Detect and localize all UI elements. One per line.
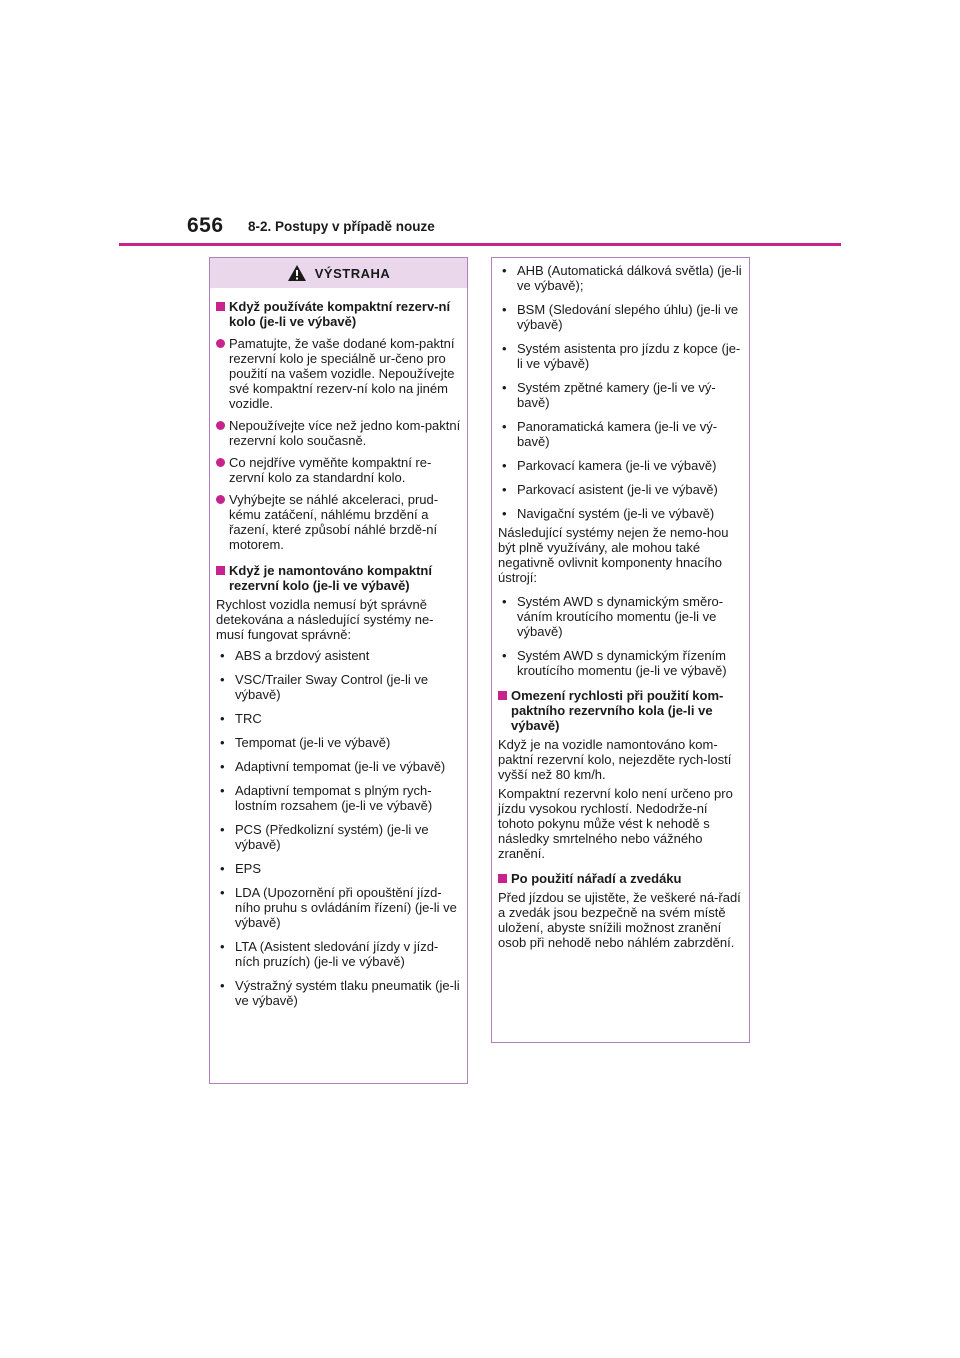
list-item: • Systém AWD s dynamickým směro-váním kroutícího momentu (je-li ve výbavě) xyxy=(502,594,724,639)
heading-speed-limit xyxy=(498,688,743,733)
paragraph: Následující systémy nejen že nemo-hou být plně využívány, ale mohou také negativně ovlivnit komponenty hnacího ústrojí: xyxy=(498,525,729,585)
circle-bullet-icon xyxy=(216,421,225,430)
list-item: • Výstražný systém tlaku pneumatik (je-li ve výbavě) xyxy=(220,978,460,1008)
list-item: • VSC/Trailer Sway Control (je-li ve výbavě) xyxy=(220,672,429,702)
warning-box xyxy=(209,257,468,1084)
list-item: • EPS xyxy=(220,861,262,876)
paragraph: Kompaktní rezervní kolo není určeno pro jízdu vysokou rychlostí. Nedodrže-ní tohoto pokynu může vést k nehodě s následky smrtelného nebo vážného zranění. xyxy=(498,786,733,861)
list-item: • LTA (Asistent sledování jízdy v jízd-ních pruzích) (je-li ve výbavě) xyxy=(220,939,439,969)
section-title: 8-2. Postupy v případě nouze xyxy=(248,219,435,234)
square-bullet-icon xyxy=(216,302,225,311)
warning-header xyxy=(210,258,467,288)
list-item: • Parkovací kamera (je-li ve výbavě) xyxy=(502,458,717,473)
list-item: • Adaptivní tempomat s plným rych-lostním rozsahem (je-li ve výbavě) xyxy=(220,783,433,813)
square-bullet-icon xyxy=(498,874,507,883)
list-item: • TRC xyxy=(220,711,262,726)
paragraph: Rychlost vozidla nemusí být správně detekována a následující systémy ne-musí fungovat správně: xyxy=(216,597,434,642)
list-item: • ABS a brzdový asistent xyxy=(220,648,370,663)
warning-title: VÝSTRAHA xyxy=(314,265,391,281)
circle-item xyxy=(216,492,461,552)
list-item: • Panoramatická kamera (je-li ve vý-bavě) xyxy=(502,419,718,449)
circle-item-text: Nepoužívejte více než jedno kom-paktní rezervní kolo současně. xyxy=(229,418,461,448)
list-item: • Parkovací asistent (je-li ve výbavě) xyxy=(502,482,718,497)
circle-bullet-icon xyxy=(216,495,225,504)
heading-text: Když je namontováno kompaktní rezervní kolo (je-li ve výbavě) xyxy=(229,563,432,593)
heading-text: Omezení rychlosti při použití kom-paktního rezervního kola (je-li ve výbavě) xyxy=(511,688,724,733)
heading-text: Když používáte kompaktní rezerv-ní kolo (je-li ve výbavě) xyxy=(229,299,451,329)
list-item: • AHB (Automatická dálková světla) (je-li ve výbavě); xyxy=(502,263,742,293)
warning-heading-compact-wheel-use xyxy=(216,299,461,329)
list-item: • Navigační systém (je-li ve výbavě) xyxy=(502,506,715,521)
square-bullet-icon xyxy=(216,566,225,575)
warning-heading-compact-wheel-mounted xyxy=(216,563,461,593)
circle-item-text: Vyhýbejte se náhlé akceleraci, prud-kému zatáčení, náhlému brzdění a řazení, které způsobí náhlé brzdě-ní motorem. xyxy=(229,492,439,552)
circle-bullet-icon xyxy=(216,339,225,348)
warning-continuation-box xyxy=(491,257,750,1043)
heading-after-tools xyxy=(498,871,743,886)
circle-item xyxy=(216,418,461,448)
page-number: 656 xyxy=(187,214,224,237)
paragraph: Když je na vozidle namontováno kom-paktní rezervní kolo, nejezděte rych-lostí vyšší než 80 km/h. xyxy=(498,737,732,782)
circle-item-text: Pamatujte, že vaše dodané kom-paktní rezervní kolo je speciálně ur-čeno pro použití na vašem vozidle. Nepoužívejte své kompaktní rezerv-ní kolo na jiném vozidle. xyxy=(229,336,455,411)
list-item: • LDA (Upozornění při opouštění jízd-ního pruhu s ovládáním řízení) (je-li ve výbavě) xyxy=(220,885,457,930)
list-item: • Systém asistenta pro jízdu z kopce (je-li ve výbavě) xyxy=(502,341,741,371)
list-item: • PCS (Předkolizní systém) (je-li ve výbavě) xyxy=(220,822,429,852)
square-bullet-icon xyxy=(498,691,507,700)
warning-triangle-icon xyxy=(287,264,307,282)
list-item: • Systém AWD s dynamickým řízením kroutícího momentu (je-li ve výbavě) xyxy=(502,648,727,678)
heading-text: Po použití nářadí a zvedáku xyxy=(511,871,682,886)
circle-bullet-icon xyxy=(216,458,225,467)
list-item: • Adaptivní tempomat (je-li ve výbavě) xyxy=(220,759,446,774)
list-item: • BSM (Sledování slepého úhlu) (je-li ve výbavě) xyxy=(502,302,739,332)
circle-item xyxy=(216,336,461,411)
paragraph: Před jízdou se ujistěte, že veškeré ná-řadí a zvedák jsou bezpečně na svém místě uložení, abyste snížili možnost zranění osob při nehodě nebo náhlém zabrzdění. xyxy=(498,890,741,950)
circle-item-text: Co nejdříve vyměňte kompaktní re-zervní kolo za standardní kolo. xyxy=(229,455,432,485)
circle-item xyxy=(216,455,461,485)
header-rule xyxy=(119,243,841,246)
list-item: • Systém zpětné kamery (je-li ve vý-bavě) xyxy=(502,380,716,410)
list-item: • Tempomat (je-li ve výbavě) xyxy=(220,735,391,750)
